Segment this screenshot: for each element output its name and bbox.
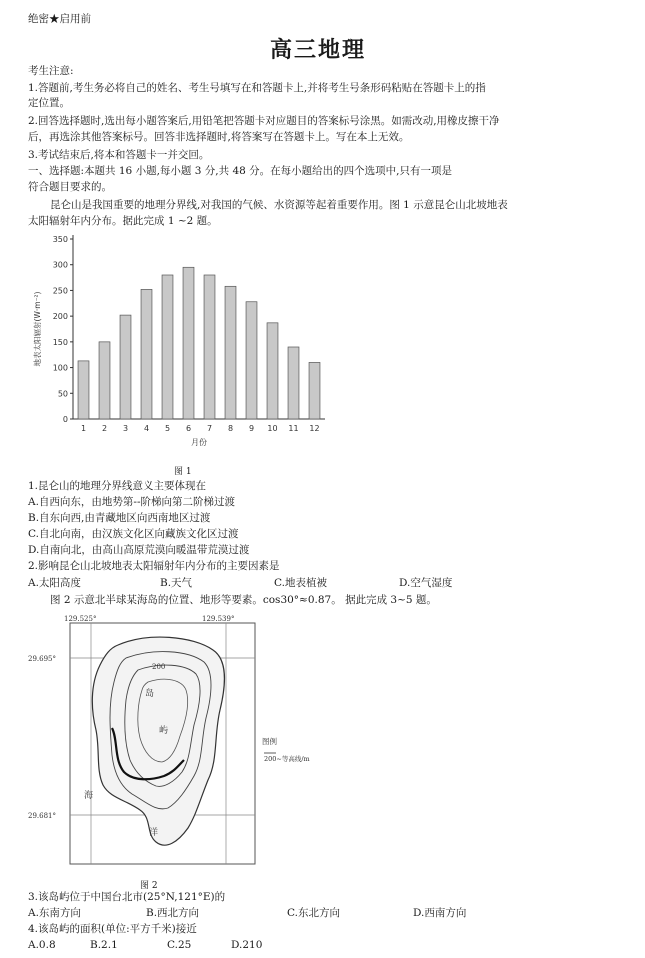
bar-month-4 xyxy=(141,289,152,419)
bar-month-1 xyxy=(78,361,89,419)
q3-option-a[interactable]: A.东南方向 xyxy=(28,907,81,919)
x-tick-label: 12 xyxy=(309,424,320,433)
q3-option-d[interactable]: D.西南方向 xyxy=(413,907,467,919)
intro-1-cont: 太阳辐射年内分布。据此完成 1 ~2 题。 xyxy=(28,215,218,227)
x-axis-label: 月份 xyxy=(191,438,207,447)
x-tick-label: 8 xyxy=(227,424,234,433)
lat-top-label: 29.695° xyxy=(28,655,56,663)
lat-bottom-label: 29.681° xyxy=(28,812,56,820)
x-tick-label: 1 xyxy=(80,424,87,433)
q2-option-d[interactable]: D.空气湿度 xyxy=(399,577,453,589)
q2-option-a[interactable]: A.太阳高度 xyxy=(28,577,81,589)
bar-month-2 xyxy=(99,342,110,419)
lon-left-label: 129.525° xyxy=(64,615,97,623)
x-tick-label: 10 xyxy=(267,424,278,433)
q4-stem: 4.该岛屿的面积(单位:平方千米)接近 xyxy=(28,923,197,935)
doc-title: 高三地理 xyxy=(270,37,367,63)
q3-stem: 3.该岛屿位于中国台北市(25°N,121°E)的 xyxy=(28,891,226,903)
bar-month-12 xyxy=(309,362,320,419)
notice-heading: 考生注意: xyxy=(28,65,74,77)
y-tick-label: 100 xyxy=(52,363,68,373)
q1-option-c[interactable]: C.自北向南，由汉族文化区向藏族文化区过渡 xyxy=(28,528,239,540)
q4-option-d[interactable]: D.210 xyxy=(231,939,263,951)
notice-item-1: 1.答题前,考生务必将自己的姓名、考生号填写在和答题卡上,并将考生号条形码粘贴在答题卡上的指 xyxy=(28,82,486,94)
legend-title: 图例 xyxy=(262,737,277,746)
q1-stem: 1.昆仑山的地理分界线意义主要体现在 xyxy=(28,480,207,492)
q2-stem: 2.影响昆仑山北坡地表太阳辐射年内分布的主要因素是 xyxy=(28,560,280,572)
x-tick-label: 3 xyxy=(122,424,129,433)
island-map xyxy=(28,610,328,890)
sea-char-1: 海 xyxy=(84,791,94,801)
notice-item-2-cont: 后，再选涂其他答案标号。回答非选择题时,将答案写在答题卡上。写在本上无效。 xyxy=(28,131,410,143)
notice-item-3: 3.考试结束后,将本和答题卡一并交回。 xyxy=(28,149,210,161)
section-heading: 一、选择题:本题共 16 小题,每小题 3 分,共 48 分。在每小题给出的四个选项中,只有一项是 xyxy=(28,165,452,177)
legend-item: 200~等高线/m xyxy=(264,755,310,763)
y-tick-label: 250 xyxy=(52,286,68,296)
q1-option-b[interactable]: B.自东向西,由青藏地区向西南地区过渡 xyxy=(28,512,211,524)
secret-label: 绝密★启用前 xyxy=(28,13,91,25)
q4-option-b[interactable]: B.2.1 xyxy=(90,939,118,951)
q3-option-c[interactable]: C.东北方向 xyxy=(287,907,340,919)
q2-option-b[interactable]: B.天气 xyxy=(160,577,193,589)
q4-option-a[interactable]: A.0.8 xyxy=(28,939,56,951)
bar-month-3 xyxy=(120,315,131,419)
island-char-1: 岛 xyxy=(145,689,155,699)
x-tick-label: 6 xyxy=(185,424,192,433)
x-tick-label: 11 xyxy=(288,424,299,433)
bar-month-11 xyxy=(288,347,299,419)
sea-char-2: 洋 xyxy=(149,828,159,838)
y-tick-label: 300 xyxy=(52,260,68,270)
q1-option-a[interactable]: A.自西向东，由地势第--阶梯向第二阶梯过渡 xyxy=(28,496,236,508)
x-tick-label: 5 xyxy=(164,424,171,433)
y-tick-label: 350 xyxy=(52,235,68,244)
figure-2-caption: 图 2 xyxy=(140,881,158,891)
intro-1: 昆仑山是我国重要的地理分界线,对我国的气候、水资源等起着重要作用。图 1 示意昆仑山北坡地表 xyxy=(50,199,508,211)
bar-month-5 xyxy=(162,275,173,419)
notice-item-1-cont: 定位置。 xyxy=(28,97,70,109)
y-tick-label: 50 xyxy=(57,389,68,399)
bar-month-10 xyxy=(267,323,278,419)
radiation-bar-chart xyxy=(28,232,338,450)
notice-item-2: 2.回答选择题时,选出每小题答案后,用铅笔把答题卡对应题目的答案标号涂黑。如需改动,用橡皮擦干净 xyxy=(28,115,500,127)
q2-option-c[interactable]: C.地表植被 xyxy=(274,577,327,589)
x-tick-label: 4 xyxy=(143,424,150,433)
section-heading-cont: 符合题目要求的。 xyxy=(28,181,112,193)
bar-month-8 xyxy=(225,286,236,419)
island-char-2: 屿 xyxy=(159,726,169,736)
x-tick-label: 9 xyxy=(248,424,255,433)
q3-option-b[interactable]: B.西北方向 xyxy=(146,907,200,919)
y-tick-label: 150 xyxy=(52,337,68,347)
figure-1-caption: 图 1 xyxy=(174,467,192,477)
y-axis-label: 地表太阳辐射(W·m⁻²) xyxy=(33,291,42,367)
q4-option-c[interactable]: C.25 xyxy=(167,939,192,951)
y-tick-label: 0 xyxy=(62,415,68,424)
x-tick-label: 7 xyxy=(206,424,213,433)
intro-2: 图 2 示意北半球某海岛的位置、地形等要素。cos30°≈0.87。 据此完成 3~5 题。 xyxy=(50,594,437,606)
bar-month-6 xyxy=(183,267,194,419)
q1-option-d[interactable]: D.自南向北，由高山高原荒漠向暖温带荒漠过渡 xyxy=(28,544,250,556)
bar-month-7 xyxy=(204,275,215,419)
x-tick-label: 2 xyxy=(101,424,108,433)
y-tick-label: 200 xyxy=(52,312,68,322)
lon-right-label: 129.539° xyxy=(202,615,235,623)
contour-200-label: 200 xyxy=(152,663,166,671)
bar-month-9 xyxy=(246,302,257,419)
